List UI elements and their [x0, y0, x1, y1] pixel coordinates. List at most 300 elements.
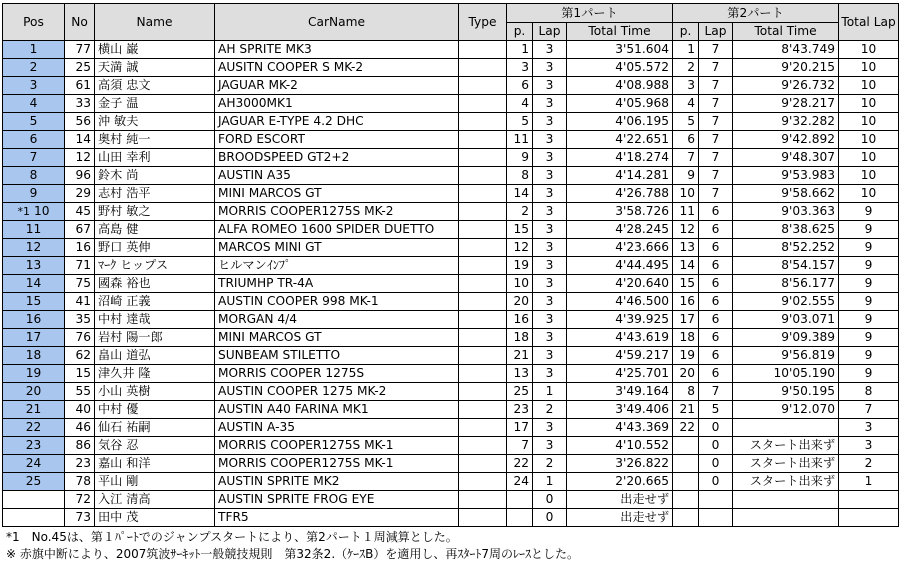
cell-pos: 5: [3, 113, 65, 131]
cell-part1-total-time: 4'43.619: [567, 329, 673, 347]
cell-carname: MINI MARCOS GT: [215, 185, 459, 203]
cell-part2-total-time: 9'03.363: [733, 203, 839, 221]
cell-pos: 14: [3, 275, 65, 293]
cell-carname: MORRIS COOPER1275S MK-1: [215, 437, 459, 455]
cell-no: 86: [65, 437, 95, 455]
cell-part2-lap: 7: [699, 383, 733, 401]
cell-part1-p: 23: [507, 401, 533, 419]
cell-part1-total-time: 4'08.988: [567, 77, 673, 95]
cell-name: 津久井 隆: [95, 365, 215, 383]
cell-name: 國森 裕也: [95, 275, 215, 293]
cell-type: [459, 419, 507, 437]
cell-name: 入江 清高: [95, 491, 215, 509]
cell-name: 高島 健: [95, 221, 215, 239]
cell-name: 野口 英伸: [95, 239, 215, 257]
cell-part1-lap: 0: [533, 491, 567, 509]
cell-part1-p: 6: [507, 77, 533, 95]
cell-name: 仙石 祐嗣: [95, 419, 215, 437]
cell-carname: ALFA ROMEO 1600 SPIDER DUETTO: [215, 221, 459, 239]
cell-part1-p: 9: [507, 149, 533, 167]
cell-carname: ヒルマンｲﾝﾌﾟ: [215, 257, 459, 275]
cell-carname: AUSTIN SPRITE MK2: [215, 473, 459, 491]
table-row: [3, 491, 899, 509]
cell-part2-lap: 6: [699, 221, 733, 239]
cell-part1-lap: 3: [533, 437, 567, 455]
cell-part1-lap: 1: [533, 473, 567, 491]
cell-part1-p: 25: [507, 383, 533, 401]
cell-carname: AUSTIN A40 FARINA MK1: [215, 401, 459, 419]
cell-type: [459, 257, 507, 275]
cell-part1-total-time: 3'58.726: [567, 203, 673, 221]
cell-pos: 12: [3, 239, 65, 257]
cell-part1-total-time: 3'26.822: [567, 455, 673, 473]
cell-part2-lap: 6: [699, 329, 733, 347]
cell-carname: FORD ESCORT: [215, 131, 459, 149]
cell-part1-lap: 3: [533, 293, 567, 311]
cell-no: 41: [65, 293, 95, 311]
cell-part1-p: 11: [507, 131, 533, 149]
cell-part2-total-time: 9'50.195: [733, 383, 839, 401]
header-name: Name: [95, 4, 215, 41]
cell-part1-p: 15: [507, 221, 533, 239]
cell-no: 46: [65, 419, 95, 437]
table-row: [3, 221, 899, 239]
cell-part1-lap: 2: [533, 455, 567, 473]
cell-part2-p: 19: [673, 347, 699, 365]
cell-part1-lap: 3: [533, 329, 567, 347]
table-row: [3, 365, 899, 383]
cell-total-lap: [839, 509, 899, 527]
cell-total-lap: 3: [839, 419, 899, 437]
cell-part2-lap: [699, 509, 733, 527]
cell-total-lap: 10: [839, 185, 899, 203]
cell-no: 62: [65, 347, 95, 365]
cell-part2-total-time: 9'48.307: [733, 149, 839, 167]
cell-type: [459, 473, 507, 491]
cell-part2-lap: 7: [699, 185, 733, 203]
cell-pos: 25: [3, 473, 65, 491]
cell-part2-total-time: スタート出来ず: [733, 437, 839, 455]
cell-pos: [3, 203, 65, 221]
cell-part2-lap: 5: [699, 401, 733, 419]
cell-part1-total-time: 出走せず: [567, 509, 673, 527]
cell-part2-lap: 7: [699, 167, 733, 185]
cell-part2-p: 6: [673, 131, 699, 149]
cell-type: [459, 437, 507, 455]
cell-carname: AH3000MK1: [215, 95, 459, 113]
cell-no: 35: [65, 311, 95, 329]
cell-no: 71: [65, 257, 95, 275]
cell-part1-p: 22: [507, 455, 533, 473]
cell-part1-total-time: 4'59.217: [567, 347, 673, 365]
cell-carname: AUSTIN A35: [215, 167, 459, 185]
cell-carname: MORRIS COOPER1275S MK-2: [215, 203, 459, 221]
table-header: [3, 4, 899, 41]
cell-part1-total-time: 4'18.274: [567, 149, 673, 167]
cell-total-lap: 10: [839, 95, 899, 113]
cell-part2-total-time: 8'56.177: [733, 275, 839, 293]
table-row: [3, 113, 899, 131]
cell-part1-lap: 3: [533, 167, 567, 185]
table-row: [3, 239, 899, 257]
cell-no: 29: [65, 185, 95, 203]
cell-part2-total-time: [733, 419, 839, 437]
cell-name: 気谷 忍: [95, 437, 215, 455]
cell-part1-lap: 3: [533, 311, 567, 329]
cell-total-lap: 9: [839, 311, 899, 329]
cell-pos: 23: [3, 437, 65, 455]
cell-pos: 8: [3, 167, 65, 185]
cell-type: [459, 221, 507, 239]
cell-part2-p: [673, 455, 699, 473]
header-no: No: [65, 4, 95, 41]
cell-part1-lap: 3: [533, 365, 567, 383]
cell-pos: 1: [3, 41, 65, 59]
cell-part2-lap: 7: [699, 131, 733, 149]
cell-part2-total-time: 9'56.819: [733, 347, 839, 365]
table-row: [3, 437, 899, 455]
cell-part2-total-time: 9'02.555: [733, 293, 839, 311]
cell-type: [459, 293, 507, 311]
cell-name: 横山 巌: [95, 41, 215, 59]
cell-part1-total-time: 3'49.406: [567, 401, 673, 419]
cell-part2-total-time: スタート出来ず: [733, 455, 839, 473]
cell-total-lap: 9: [839, 221, 899, 239]
cell-name: 天満 誠: [95, 59, 215, 77]
cell-name: 小山 英樹: [95, 383, 215, 401]
cell-part1-total-time: 4'05.572: [567, 59, 673, 77]
cell-type: [459, 383, 507, 401]
cell-total-lap: 10: [839, 59, 899, 77]
cell-part2-p: 18: [673, 329, 699, 347]
cell-type: [459, 239, 507, 257]
cell-no: 40: [65, 401, 95, 419]
cell-total-lap: 10: [839, 167, 899, 185]
cell-part2-p: 13: [673, 239, 699, 257]
cell-part2-p: [673, 437, 699, 455]
cell-carname: JAGUAR MK-2: [215, 77, 459, 95]
cell-part2-p: 11: [673, 203, 699, 221]
cell-no: 45: [65, 203, 95, 221]
cell-no: 61: [65, 77, 95, 95]
cell-part2-total-time: 9'42.892: [733, 131, 839, 149]
cell-part2-p: 20: [673, 365, 699, 383]
cell-pos: 2: [3, 59, 65, 77]
cell-part1-lap: 3: [533, 59, 567, 77]
cell-part2-total-time: 9'12.070: [733, 401, 839, 419]
cell-part2-p: 21: [673, 401, 699, 419]
cell-part2-p: 16: [673, 293, 699, 311]
cell-part1-p: 8: [507, 167, 533, 185]
cell-part1-total-time: 4'39.925: [567, 311, 673, 329]
cell-carname: AUSTIN COOPER 1275 MK-2: [215, 383, 459, 401]
cell-part1-total-time: 4'10.552: [567, 437, 673, 455]
cell-no: 33: [65, 95, 95, 113]
cell-pos: 18: [3, 347, 65, 365]
cell-total-lap: 9: [839, 275, 899, 293]
cell-part2-total-time: 8'43.749: [733, 41, 839, 59]
cell-carname: TRIUMHP TR-4A: [215, 275, 459, 293]
cell-carname: MINI MARCOS GT: [215, 329, 459, 347]
table-row: [3, 41, 899, 59]
cell-part1-p: 5: [507, 113, 533, 131]
cell-part2-lap: 6: [699, 203, 733, 221]
cell-pos: 6: [3, 131, 65, 149]
cell-part1-total-time: 4'26.788: [567, 185, 673, 203]
cell-part1-p: 20: [507, 293, 533, 311]
cell-name: 山田 幸利: [95, 149, 215, 167]
cell-part2-p: 4: [673, 95, 699, 113]
cell-name: 畠山 道弘: [95, 347, 215, 365]
cell-total-lap: 9: [839, 203, 899, 221]
cell-name: 平山 剛: [95, 473, 215, 491]
cell-total-lap: 9: [839, 329, 899, 347]
header-part2-p: p.: [673, 23, 699, 41]
cell-part2-total-time: 9'28.217: [733, 95, 839, 113]
cell-pos: 17: [3, 329, 65, 347]
cell-part2-lap: 0: [699, 473, 733, 491]
footnotes: [2, 529, 898, 562]
cell-total-lap: 9: [839, 347, 899, 365]
cell-part1-total-time: 4'44.495: [567, 257, 673, 275]
cell-no: 75: [65, 275, 95, 293]
cell-type: [459, 41, 507, 59]
cell-part1-p: 7: [507, 437, 533, 455]
cell-part2-lap: 6: [699, 365, 733, 383]
cell-pos: 20: [3, 383, 65, 401]
cell-carname: SUNBEAM STILETTO: [215, 347, 459, 365]
cell-part1-lap: 3: [533, 239, 567, 257]
cell-part2-total-time: 9'09.389: [733, 329, 839, 347]
cell-name: 志村 浩平: [95, 185, 215, 203]
header-part2-lap: Lap: [699, 23, 733, 41]
cell-part2-lap: [699, 491, 733, 509]
cell-part2-p: 12: [673, 221, 699, 239]
cell-pos: 15: [3, 293, 65, 311]
cell-part1-lap: 3: [533, 77, 567, 95]
cell-total-lap: 10: [839, 131, 899, 149]
cell-type: [459, 365, 507, 383]
cell-pos: 13: [3, 257, 65, 275]
cell-part2-lap: 7: [699, 77, 733, 95]
cell-part2-total-time: [733, 491, 839, 509]
cell-carname: BROODSPEED GT2+2: [215, 149, 459, 167]
cell-type: [459, 275, 507, 293]
cell-type: [459, 167, 507, 185]
cell-part1-lap: 3: [533, 419, 567, 437]
cell-part1-p: 12: [507, 239, 533, 257]
cell-part1-p: 3: [507, 59, 533, 77]
cell-part1-p: 4: [507, 95, 533, 113]
table-row: [3, 473, 899, 491]
header-total-lap: Total Lap: [839, 4, 899, 41]
table-row: [3, 257, 899, 275]
cell-type: [459, 509, 507, 527]
cell-type: [459, 149, 507, 167]
cell-part1-total-time: 4'05.968: [567, 95, 673, 113]
cell-no: 73: [65, 509, 95, 527]
cell-total-lap: 9: [839, 257, 899, 275]
cell-part2-p: 8: [673, 383, 699, 401]
cell-part1-total-time: 4'46.500: [567, 293, 673, 311]
header-type: Type: [459, 4, 507, 41]
table-row: [3, 203, 899, 221]
cell-type: [459, 95, 507, 113]
cell-type: [459, 185, 507, 203]
cell-no: 14: [65, 131, 95, 149]
header-part2: 第2パート: [673, 4, 839, 23]
cell-part2-p: [673, 473, 699, 491]
cell-name: 高須 忠文: [95, 77, 215, 95]
cell-part2-p: 14: [673, 257, 699, 275]
cell-carname: JAGUAR E-TYPE 4.2 DHC: [215, 113, 459, 131]
cell-part2-total-time: 8'38.625: [733, 221, 839, 239]
cell-part1-total-time: 4'28.245: [567, 221, 673, 239]
cell-part1-lap: 1: [533, 383, 567, 401]
cell-total-lap: 3: [839, 437, 899, 455]
cell-part1-total-time: 4'22.651: [567, 131, 673, 149]
cell-part1-p: 18: [507, 329, 533, 347]
cell-no: 23: [65, 455, 95, 473]
cell-part1-total-time: 3'51.604: [567, 41, 673, 59]
cell-no: 77: [65, 41, 95, 59]
cell-pos: 16: [3, 311, 65, 329]
cell-name: 田中 茂: [95, 509, 215, 527]
cell-no: 25: [65, 59, 95, 77]
cell-part1-p: 24: [507, 473, 533, 491]
cell-pos: 3: [3, 77, 65, 95]
cell-part1-p: 1: [507, 41, 533, 59]
cell-name: 沖 敏夫: [95, 113, 215, 131]
cell-part2-p: 2: [673, 59, 699, 77]
cell-carname: MORGAN 4/4: [215, 311, 459, 329]
cell-part2-total-time: 9'53.983: [733, 167, 839, 185]
cell-type: [459, 329, 507, 347]
cell-name: 中村 達哉: [95, 311, 215, 329]
cell-part1-total-time: 2'20.665: [567, 473, 673, 491]
cell-part2-p: 9: [673, 167, 699, 185]
table-row: [3, 509, 899, 527]
cell-part1-lap: 3: [533, 275, 567, 293]
cell-part2-total-time: 9'20.215: [733, 59, 839, 77]
cell-name: 金子 温: [95, 95, 215, 113]
cell-part1-p: [507, 491, 533, 509]
cell-part1-lap: 3: [533, 203, 567, 221]
cell-part2-lap: 7: [699, 41, 733, 59]
cell-part1-lap: 3: [533, 221, 567, 239]
header-part1-total-time: Total Time: [567, 23, 673, 41]
cell-part2-p: 1: [673, 41, 699, 59]
cell-name: 沼崎 正義: [95, 293, 215, 311]
cell-part2-total-time: 8'54.157: [733, 257, 839, 275]
cell-type: [459, 113, 507, 131]
cell-carname: MORRIS COOPER1275S MK-1: [215, 455, 459, 473]
cell-part1-p: 13: [507, 365, 533, 383]
cell-part2-p: 10: [673, 185, 699, 203]
cell-type: [459, 401, 507, 419]
footnote-1: *1 No.45は、第１ﾊﾟｰﾄでのジャンプスタートにより、第2パート１周減算とした。: [6, 530, 458, 544]
cell-part1-p: 17: [507, 419, 533, 437]
cell-part2-p: 15: [673, 275, 699, 293]
header-part1-p: p.: [507, 23, 533, 41]
cell-total-lap: 8: [839, 383, 899, 401]
cell-part2-lap: 7: [699, 95, 733, 113]
table-row: [3, 383, 899, 401]
cell-total-lap: [839, 491, 899, 509]
cell-part2-lap: 6: [699, 347, 733, 365]
table-row: [3, 77, 899, 95]
cell-type: [459, 311, 507, 329]
table-row: [3, 455, 899, 473]
cell-part1-p: 21: [507, 347, 533, 365]
cell-pos: 7: [3, 149, 65, 167]
cell-part2-total-time: 9'32.282: [733, 113, 839, 131]
cell-part2-lap: 7: [699, 149, 733, 167]
cell-part2-lap: 0: [699, 419, 733, 437]
cell-no: 16: [65, 239, 95, 257]
cell-type: [459, 131, 507, 149]
footnote-mark: *1: [17, 205, 30, 218]
cell-part1-lap: 3: [533, 185, 567, 203]
table-row: [3, 401, 899, 419]
cell-pos: [3, 491, 65, 509]
cell-type: [459, 491, 507, 509]
cell-part1-lap: 3: [533, 131, 567, 149]
cell-part1-total-time: 4'23.666: [567, 239, 673, 257]
cell-part1-lap: 3: [533, 257, 567, 275]
cell-carname: MARCOS MINI GT: [215, 239, 459, 257]
cell-part2-total-time: 8'52.252: [733, 239, 839, 257]
cell-part2-p: [673, 491, 699, 509]
table-row: [3, 59, 899, 77]
cell-part2-total-time: 9'58.662: [733, 185, 839, 203]
cell-part1-lap: 3: [533, 95, 567, 113]
cell-total-lap: 2: [839, 455, 899, 473]
cell-type: [459, 59, 507, 77]
cell-pos: 24: [3, 455, 65, 473]
header-part1: 第1パート: [507, 4, 673, 23]
cell-part2-total-time: [733, 509, 839, 527]
cell-part1-total-time: 出走せず: [567, 491, 673, 509]
cell-part2-lap: 6: [699, 293, 733, 311]
table-row: [3, 149, 899, 167]
cell-carname: MORRIS COOPER 1275S: [215, 365, 459, 383]
cell-part2-p: 7: [673, 149, 699, 167]
header-carname: CarName: [215, 4, 459, 41]
header-part1-lap: Lap: [533, 23, 567, 41]
table-row: [3, 131, 899, 149]
cell-total-lap: 10: [839, 149, 899, 167]
pos-value: 10: [33, 204, 50, 218]
cell-part2-total-time: 9'26.732: [733, 77, 839, 95]
cell-carname: AUSTIN A-35: [215, 419, 459, 437]
cell-no: 76: [65, 329, 95, 347]
cell-no: 56: [65, 113, 95, 131]
header-part2-total-time: Total Time: [733, 23, 839, 41]
cell-part1-total-time: 4'25.701: [567, 365, 673, 383]
cell-type: [459, 455, 507, 473]
cell-part1-p: [507, 509, 533, 527]
cell-part2-lap: 7: [699, 113, 733, 131]
cell-carname: AUSTIN COOPER 998 MK-1: [215, 293, 459, 311]
cell-carname: TFR5: [215, 509, 459, 527]
cell-total-lap: 10: [839, 113, 899, 131]
cell-part2-total-time: スタート出来ず: [733, 473, 839, 491]
cell-part2-total-time: 10'05.190: [733, 365, 839, 383]
cell-total-lap: 9: [839, 293, 899, 311]
cell-part2-p: 22: [673, 419, 699, 437]
cell-pos: 11: [3, 221, 65, 239]
